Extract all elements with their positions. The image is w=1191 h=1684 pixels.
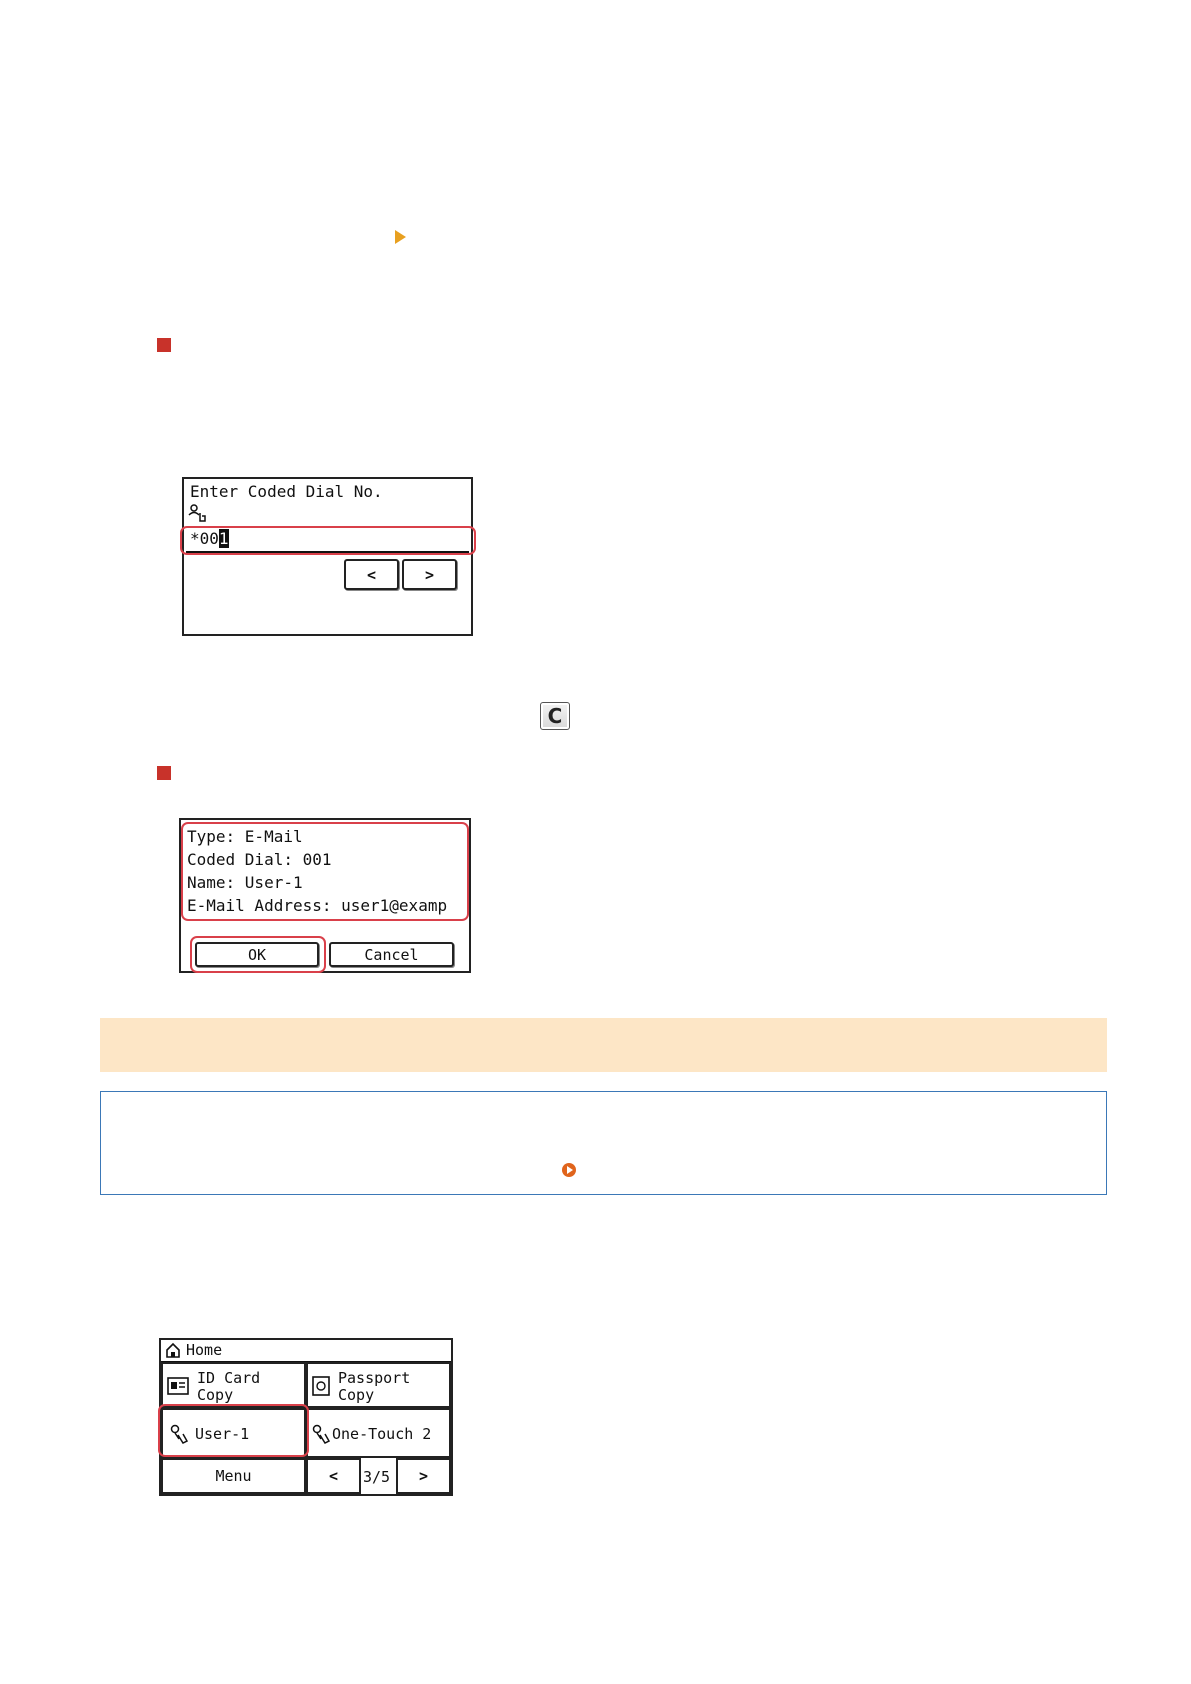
detail-type: Type: E-Mail bbox=[187, 827, 303, 846]
highlight-ok-button bbox=[190, 936, 326, 973]
section-heading-band bbox=[100, 1018, 1107, 1072]
highlight-user-1-tile bbox=[158, 1404, 309, 1457]
screen-title: Enter Coded Dial No. bbox=[190, 482, 383, 501]
page-indicator: 3/5 bbox=[363, 1468, 391, 1486]
note-box bbox=[100, 1091, 1107, 1195]
chevron-right-icon: > bbox=[418, 1467, 429, 1485]
tile-label-line1: ID Card bbox=[197, 1369, 261, 1387]
step-arrow-icon bbox=[395, 230, 406, 244]
ok-label: OK bbox=[247, 945, 267, 964]
highlight-details bbox=[181, 822, 469, 921]
input-cursor: 1 bbox=[218, 529, 229, 548]
section-marker-icon bbox=[157, 766, 171, 780]
detail-coded-dial: Coded Dial: 001 bbox=[187, 850, 332, 869]
id-card-icon bbox=[167, 1377, 189, 1395]
section-marker-icon bbox=[157, 338, 171, 352]
chevron-left-icon: < bbox=[366, 565, 377, 584]
cancel-button[interactable] bbox=[329, 942, 454, 967]
cursor-left-button[interactable] bbox=[344, 559, 399, 590]
page-next-button[interactable] bbox=[396, 1458, 451, 1494]
highlight-input-field bbox=[180, 526, 476, 555]
input-value: *00 bbox=[190, 529, 219, 548]
tile-label-line2: Copy bbox=[338, 1386, 375, 1404]
tile-one-touch-2[interactable] bbox=[306, 1408, 451, 1458]
menu-label: Menu bbox=[215, 1467, 252, 1485]
cursor-right-button[interactable] bbox=[402, 559, 457, 590]
page-prev-button[interactable] bbox=[306, 1458, 361, 1494]
home-title: Home bbox=[186, 1341, 223, 1359]
link-arrow-icon[interactable] bbox=[562, 1163, 576, 1177]
chevron-right-icon: > bbox=[424, 565, 435, 584]
address-book-icon bbox=[188, 503, 210, 523]
tile-id-card-copy[interactable] bbox=[161, 1362, 306, 1408]
tile-label: One-Touch 2 bbox=[332, 1425, 432, 1443]
lcd-coded-dial-screen bbox=[182, 477, 473, 636]
cancel-label: Cancel bbox=[364, 945, 419, 964]
tile-label: User-1 bbox=[195, 1425, 250, 1443]
passport-icon bbox=[312, 1376, 330, 1396]
clear-key-icon: C bbox=[540, 702, 570, 730]
detail-name: Name: User-1 bbox=[187, 873, 303, 892]
chevron-left-icon: < bbox=[328, 1467, 339, 1485]
tile-label-line1: Passport bbox=[338, 1369, 411, 1387]
tile-label-line2: Copy bbox=[197, 1386, 234, 1404]
home-icon bbox=[165, 1342, 181, 1358]
tile-passport-copy[interactable] bbox=[306, 1362, 451, 1408]
one-touch-icon bbox=[311, 1423, 331, 1445]
detail-email: E-Mail Address: user1@examp bbox=[187, 896, 448, 915]
menu-button[interactable] bbox=[161, 1458, 306, 1494]
